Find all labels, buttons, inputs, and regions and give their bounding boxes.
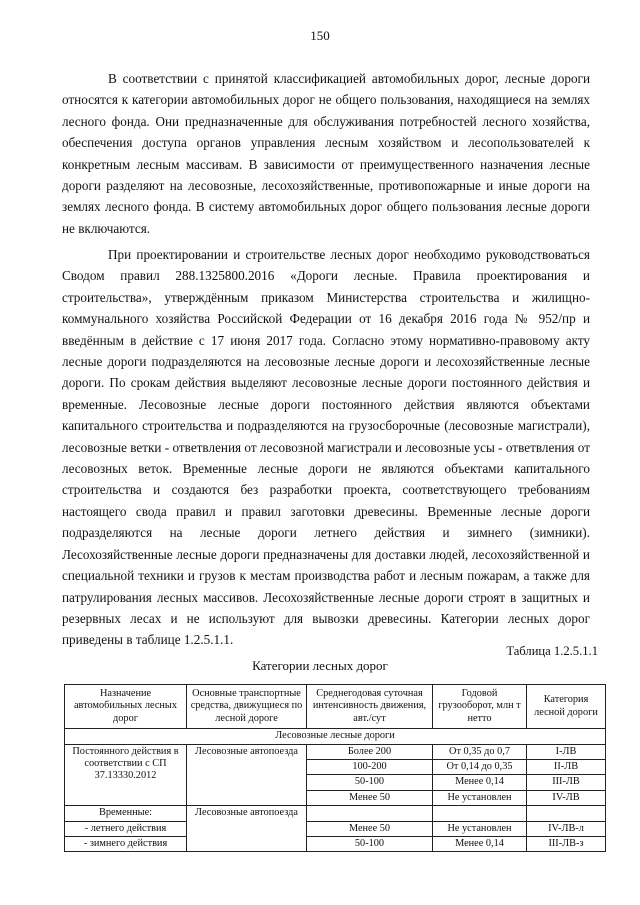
- header-vehicles: Основные транспортные средства, движущиеся по лесной дороге: [187, 685, 307, 729]
- cell-freight: Менее 0,14: [433, 837, 527, 852]
- empty-cell: [433, 806, 527, 821]
- page-number: 150: [310, 28, 330, 43]
- cell-category: II-ЛВ: [527, 760, 606, 775]
- cell-vehicles-temporary: Лесовозные автопоезда: [187, 806, 307, 852]
- table-row: [65, 821, 606, 836]
- cell-purpose-winter: - зимнего действия: [65, 837, 187, 852]
- cell-purpose-summer: - летнего действия: [65, 821, 187, 836]
- table-row: [65, 806, 606, 821]
- header-freight: Годовой грузооборот, млн т нетто: [433, 685, 527, 729]
- table-row: [65, 837, 606, 852]
- cell-freight: Не установлен: [433, 821, 527, 836]
- header-category: Категория лесной дороги: [527, 685, 606, 729]
- empty-cell: [527, 806, 606, 821]
- cell-category: IV-ЛВ: [527, 790, 606, 805]
- cell-purpose-temporary: Временные:: [65, 806, 187, 821]
- section-title: Лесовозные лесные дороги: [65, 729, 606, 744]
- cell-intensity: Более 200: [307, 744, 433, 759]
- cell-vehicles-permanent: Лесовозные автопоезда: [187, 744, 307, 806]
- cell-freight: От 0,14 до 0,35: [433, 760, 527, 775]
- cell-intensity: Менее 50: [307, 821, 433, 836]
- cell-category: IV-ЛВ-л: [527, 821, 606, 836]
- table-title: Категории лесных дорог: [252, 658, 388, 673]
- table-header-row: [65, 685, 606, 729]
- cell-category: I-ЛВ: [527, 744, 606, 759]
- cell-purpose-permanent: Постоянного действия в соответствии с СП 37.13330.2012: [65, 744, 187, 806]
- table-caption: Таблица 1.2.5.1.1: [506, 644, 598, 658]
- paragraph-design-rules: При проектировании и строительстве лесных дорог необходимо руководствоваться Сводом правил 288.1325800.2016 «Дороги лесные. Правила проектирования и строительства», утверждённым приказом Министерства строительства и жилищно-коммунального хозяйства Российской Федерации от 16 декабря 2016 года № 952/пр и введённым в действие с 17 июня 2017 года. Согласно этому нормативно-правовому акту лесные дороги подразделяются на лесовозные лесные дороги и лесохозяйственные лесные дороги. По срокам действия выделяют лесовозные лесные дороги постоянного действия и временные. Лесовозные лесные дороги постоянного действия являются объектами капитального строительства и подразделяются на грузосборочные (лесовозные магистрали), лесовозные ветки - ответвления от лесовозной магистрали и лесовозные усы - ответвления от лесовозных веток. Временные лесные дороги не являются объектами капитального строительства и создаются без разработки проекта, соответствующего требованиям настоящего свода правил и правил заготовки древесины. Временные лесные дороги подразделяются на лесные дороги летнего действия и зимнего (зимники). Лесохозяйственные лесные дороги предназначены для доставки людей, лесохозяйственной и специальной техники и грузов к местам производства работ и лесным пожарам, а также для патрулирования лесных массивов. Лесохозяйственные лесные дороги строят в защитных и резервных лесах и не используют для вывозки древесины. Категории лесных дорог приведены в таблице 1.2.5.1.1.: [62, 247, 590, 648]
- header-purpose: Назначение автомобильных лесных дорог: [65, 685, 187, 729]
- empty-cell: [307, 806, 433, 821]
- cell-freight: От 0,35 до 0,7: [433, 744, 527, 759]
- table-row: [65, 744, 606, 759]
- cell-intensity: 50-100: [307, 775, 433, 790]
- cell-freight: Менее 0,14: [433, 775, 527, 790]
- cell-freight: Не установлен: [433, 790, 527, 805]
- cell-intensity: 100-200: [307, 760, 433, 775]
- cell-category: III-ЛВ-з: [527, 837, 606, 852]
- cell-intensity: 50-100: [307, 837, 433, 852]
- paragraph-classification: В соответствии с принятой классификацией автомобильных дорог, лесные дороги относятся к категории автомобильных дорог не общего пользования, находящиеся на землях лесного фонда. Они предназначенные для обслуживания потребностей лесного хозяйства, обеспечения доступа органов управления лесным хозяйством и лесопользователей к конкретным лесным массивам. В зависимости от преимущественного назначения лесные дороги разделяют на лесовозные, лесохозяйственные, противопожарные и иные дороги на землях лесного фонда. В систему автомобильных дорог общего пользования лесные дороги не включаются.: [62, 71, 590, 236]
- cell-category: III-ЛВ: [527, 775, 606, 790]
- section-row: [65, 729, 606, 744]
- header-intensity: Среднегодовая суточная интенсивность движения, авт./сут: [307, 685, 433, 729]
- cell-intensity: Менее 50: [307, 790, 433, 805]
- forest-road-categories-table: [64, 684, 606, 852]
